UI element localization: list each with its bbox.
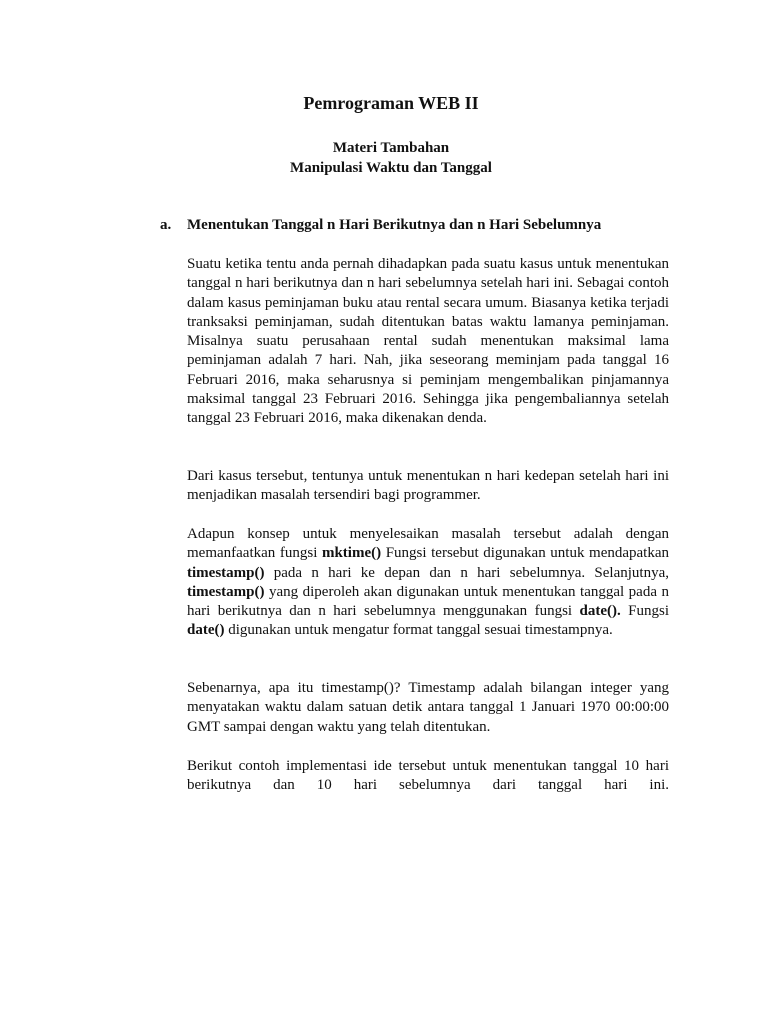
paragraph-konsep (187, 525, 669, 641)
paragraph-konsep-text: digunakan untuk mengatur format tanggal sesuai timestampnya. (224, 622, 613, 639)
code-date: date() (187, 622, 225, 639)
paragraph-timestamp: Sebenarnya, apa itu timestamp()? Timestamp adalah bilangan integer yang menyatakan waktu dalam satuan detik antara tanggal 1 Januari 1970 00:00:00 GMT sampai dengan waktu yang telah ditentukan. (187, 680, 669, 735)
paragraph-kasus: Suatu ketika tentu anda pernah dihadapkan pada suatu kasus untuk menentukan tanggal n hari berikutnya dan n hari sebelumnya setelah hari ini. Sebagai contoh dalam kasus peminjaman buku atau rental secara umum. Biasanya ketika terjadi tranksaksi peminjaman, sudah ditentukan batas waktu lamanya peminjaman. Misalnya suatu perusahaan rental sudah menentukan maksimal lama peminjaman adalah 7 hari. Nah, jika seseorang meminjam pada tanggal 16 Februari 2016, maka seharusnya si peminjam mengembalikan pinjamannya maksimal tanggal 23 Februari 2016. Sehingga jika pengembaliannya setelah tanggal 23 Februari 2016, maka dikenakan denda. (187, 256, 669, 427)
paragraph-konsep-text: Fungsi tersebut digunakan untuk mendapatkan (381, 545, 669, 562)
code-date: date(). (579, 603, 621, 620)
document-subtitle-topic: Manipulasi Waktu dan Tanggal (290, 160, 492, 176)
paragraph-masalah: Dari kasus tersebut, tentunya untuk menentukan n hari kedepan setelah hari ini menjadikan masalah tersendiri bagi programmer. (187, 468, 669, 504)
section-a-heading (160, 215, 601, 235)
paragraph-implementasi: Berikut contoh implementasi ide tersebut untuk menentukan tanggal 10 hari berikutnya dan 10 hari sebelumnya dari tanggal hari ini. (187, 758, 669, 794)
document-title: Pemrograman WEB II (303, 93, 479, 113)
section-a-marker: a. (160, 217, 172, 233)
section-a-heading-text: Menentukan Tanggal n Hari Berikutnya dan n Hari Sebelumnya (187, 217, 602, 233)
paragraph-konsep-text: yang diperoleh akan digunakan untuk menentukan tanggal pada n hari berikutnya dan n hari sebelumnya menggunakan fungsi (187, 583, 669, 620)
code-timestamp: timestamp() (187, 564, 265, 581)
code-mktime: mktime() (321, 545, 382, 562)
paragraph-konsep-text: pada n hari ke depan dan n hari sebelumnya. Selanjutnya, (264, 564, 669, 581)
document-subtitle-materi: Materi Tambahan (332, 140, 450, 156)
paragraph-konsep-text: Adapun konsep untuk menyelesaikan masalah tersebut adalah dengan memanfaatkan fungsi (187, 526, 669, 562)
paragraph-konsep-text: Fungsi (620, 603, 669, 620)
code-timestamp: timestamp() (187, 583, 265, 600)
